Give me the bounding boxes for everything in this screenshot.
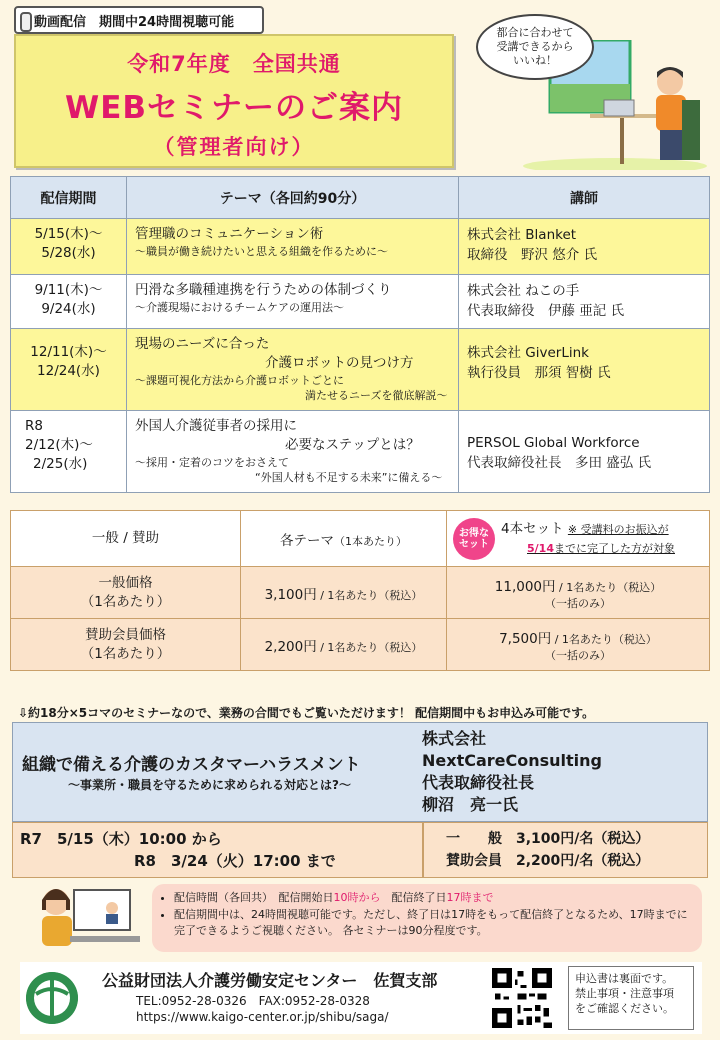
streaming-tag: 動画配信 期間中24時間視聴可能	[14, 6, 264, 34]
series-note: ⇩約18分×5コマのセミナーなので、業務の合間でもご覧いただけます！ 配信期間中もお申込み可能です。	[18, 706, 595, 720]
lecturer-name: 取締役 野沢 悠介 氏	[467, 247, 598, 263]
theme-cell	[127, 219, 459, 275]
contact-info: TEL:0952-28-0326 FAX:0952-28-0328	[136, 994, 370, 1008]
theme-subtitle: ～職員が働き続けたいと思える組織を作るために～	[135, 245, 388, 258]
person-with-laptop-illustration	[30, 880, 146, 956]
price-header-each	[241, 511, 447, 567]
price-label: 賛助会員価格 （1名あたり）	[11, 619, 241, 671]
period-start: 12/11(木)～	[30, 344, 107, 360]
theme-subtitle-2: 満たせるニーズを徹底解説～	[305, 389, 448, 402]
header-period: 配信期間	[11, 177, 127, 219]
note-item: • 配信期間中は、24時間視聴可能です。ただし、終了日は17時をもって配信終了となるため、17時までに完了できるようご視聴ください。 各セミナーは90分程度です。	[174, 907, 692, 939]
period-end: 2/25(水)	[33, 456, 88, 472]
theme-title: 外国人介護従事者の採用に	[135, 418, 297, 434]
table-row	[11, 329, 710, 411]
website-url[interactable]: https://www.kaigo-center.or.jp/shibu/saga/	[136, 1010, 389, 1024]
special-title: 組織で備える介護のカスタマーハラスメント	[22, 755, 361, 775]
price-label: 一般価格 （1名あたり）	[11, 567, 241, 619]
period-start: 9/11(木)～	[34, 282, 103, 298]
period-end: 12/24(水)	[37, 363, 100, 379]
period-end: 5/28(水)	[41, 245, 96, 261]
lecturer-cell	[459, 329, 710, 411]
period-end: 9/24(水)	[41, 301, 96, 317]
lecturer-company: 株式会社 Blanket	[467, 227, 577, 243]
price-header-type: 一般 / 賛助	[11, 511, 241, 567]
deadline-date: 5/14	[527, 541, 554, 555]
lecturer-cell	[459, 411, 710, 493]
period-cell	[11, 219, 127, 275]
lecturer-company: PERSOL Global Workforce	[467, 435, 640, 451]
lecturer-name: 執行役員 那須 智樹 氏	[467, 365, 611, 381]
note-item: • 配信時間（各回共） 配信開始日10時から 配信終了日17時まで	[174, 890, 692, 906]
price-table	[10, 510, 710, 671]
theme-title: 円滑な多職種連携を行うための体制づくり	[135, 282, 392, 298]
special-dates: R7 5/15（木）10:00 から R8 3/24（火）17:00 まで	[20, 830, 336, 870]
lecturer-company: 株式会社 ねこの手	[467, 283, 580, 299]
organization-name: 公益財団法人介護労働安定センター 佐賀支部	[102, 971, 438, 990]
special-seminar	[12, 722, 708, 872]
lecturer-company: 株式会社 GiverLink	[467, 345, 589, 361]
price-set: 7,500円 / 1名あたり（税込） （一括のみ）	[447, 619, 710, 671]
special-lecturer: 株式会社 NextCareConsulting 代表取締役社長 柳沼 亮一氏	[422, 729, 602, 814]
price-each: 2,200円 / 1名あたり（税込）	[241, 619, 447, 671]
bargain-badge: お得な セット	[453, 518, 495, 560]
set-note-2: までに完了した方が対象	[553, 541, 675, 555]
theme-title-2: 介護ロボットの見つけ方	[265, 355, 414, 371]
theme-cell	[127, 411, 459, 493]
bubble-line-3: いいね！	[513, 54, 557, 67]
special-prices: 一 般 3,100円/名（税込） 賛助会員 2,200円/名（税込）	[446, 831, 650, 869]
title-line-1: 令和7年度 全国共通	[127, 52, 341, 76]
header-lecturer: 講師	[459, 177, 710, 219]
organization-logo	[26, 972, 78, 1024]
price-row	[11, 567, 710, 619]
application-note: 申込書は裏面です。 禁止事項・注意事項 をご確認ください。	[568, 966, 694, 1030]
period-cell	[11, 275, 127, 329]
theme-title-2: 必要なステップとは？	[285, 437, 420, 453]
table-row	[11, 411, 710, 493]
price-set: 11,000円 / 1名あたり（税込） （一括のみ）	[447, 567, 710, 619]
price-header-set	[447, 511, 710, 567]
set-label: 4本セット	[501, 520, 564, 537]
speech-bubble	[476, 14, 594, 80]
schedule-table	[10, 176, 710, 493]
each-label: 各テーマ	[280, 532, 334, 549]
theme-cell	[127, 329, 459, 411]
period-cell	[11, 329, 127, 411]
theme-title: 管理職のコミュニケーション術	[135, 226, 324, 242]
notes-box	[152, 884, 702, 952]
set-note: ※ 受講料のお振込が	[567, 522, 669, 536]
price-each: 3,100円 / 1名あたり（税込）	[241, 567, 447, 619]
period-year: R8	[25, 418, 43, 434]
qr-code[interactable]	[492, 968, 552, 1028]
bubble-line-1: 都合に合わせて	[496, 26, 574, 39]
theme-subtitle: ～採用・定着のコツをおさえて	[135, 456, 289, 469]
period-start: 5/15(木)～	[34, 226, 103, 242]
header-theme: テーマ（各回約90分）	[127, 177, 459, 219]
theme-subtitle: ～介護現場におけるチームケアの運用法～	[135, 301, 344, 314]
title-line-2: WEBセミナーのご案内	[65, 90, 403, 126]
lecturer-cell	[459, 275, 710, 329]
period-start: 2/12(木)～	[25, 437, 93, 453]
theme-subtitle: ～課題可視化方法から介護ロボットごとに	[135, 374, 344, 387]
lecturer-name: 代表取締役 伊藤 亜記 氏	[467, 303, 625, 319]
title-line-3: （管理者向け）	[153, 135, 315, 159]
bubble-line-2: 受講できるから	[496, 40, 574, 53]
divider	[422, 822, 424, 878]
table-row	[11, 219, 710, 275]
each-label-sub: （1本あたり）	[334, 534, 407, 548]
theme-cell	[127, 275, 459, 329]
title-box	[14, 34, 454, 168]
table-row	[11, 275, 710, 329]
theme-subtitle-2: “外国人材も不足する未来”に備える～	[255, 471, 443, 484]
special-subtitle: ～事業所・職員を守るために求められる対応とは?～	[68, 778, 351, 792]
lecturer-cell	[459, 219, 710, 275]
period-cell	[11, 411, 127, 493]
theme-title: 現場のニーズに合った	[135, 336, 270, 352]
price-row	[11, 619, 710, 671]
lecturer-name: 代表取締役社長 多田 盛弘 氏	[467, 455, 652, 471]
footer	[20, 962, 702, 1034]
